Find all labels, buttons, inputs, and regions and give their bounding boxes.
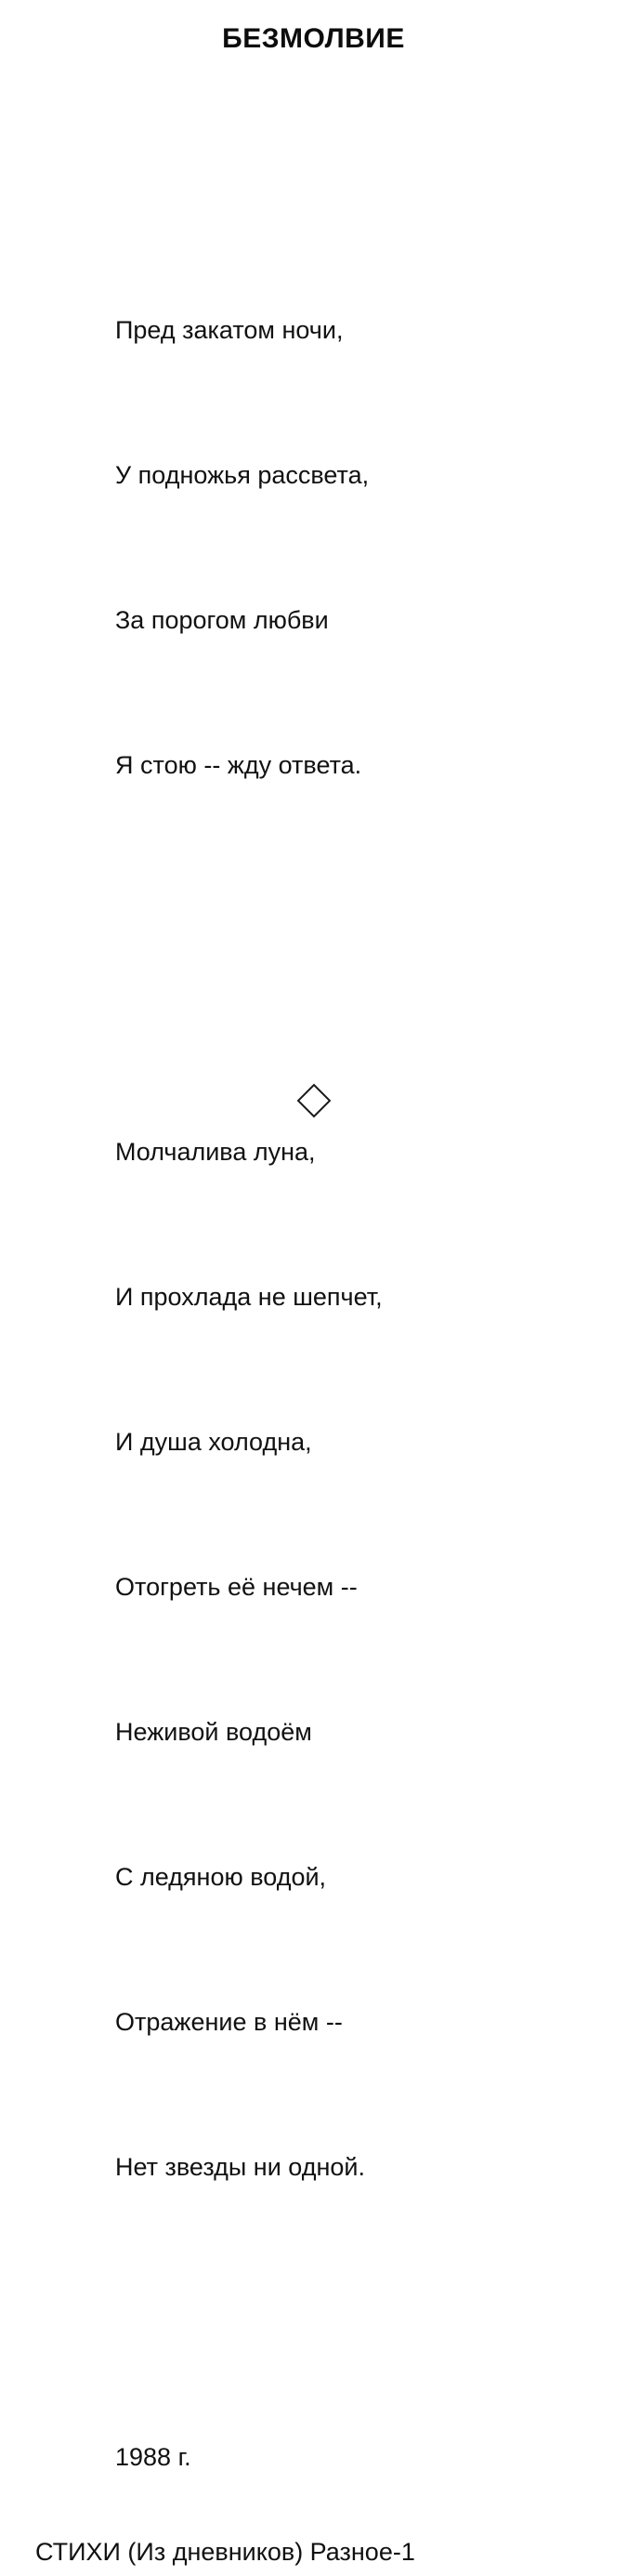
- collection-label: СТИХИ (Из дневников) Разное-1: [35, 2538, 415, 2566]
- poem-line: Отражение в нём --: [115, 2008, 343, 2036]
- poem-line: И прохлада не шепчет,: [115, 1283, 383, 1311]
- poem-line: Отогреть её нечем --: [115, 1573, 358, 1601]
- poem-line: И душа холодна,: [115, 1428, 312, 1456]
- poem-line: Нет звезды ни одной.: [115, 2153, 365, 2181]
- page-title: БЕЗМОЛВИЕ: [222, 23, 405, 54]
- poem-body: [0, 112, 627, 2384]
- poem-line: С ледяною водой,: [115, 1863, 327, 1891]
- document-page: [0, 23, 627, 2566]
- poem-stanza: [115, 209, 627, 886]
- poem-year: 1988 г.: [115, 2443, 191, 2471]
- poem-line: Неживой водоём: [115, 1718, 312, 1746]
- poem-line: Пред закатом ночи,: [115, 316, 344, 344]
- ornament-container: [0, 1089, 627, 1113]
- poem-line: Молчалива луна,: [115, 1138, 316, 1166]
- poem-line: За порогом любви: [115, 606, 329, 634]
- poem-stanza: [115, 1031, 627, 2288]
- poem-line: У подножья рассвета,: [115, 461, 370, 489]
- diamond-outline-icon: [296, 1084, 331, 1118]
- poem-line: Я стою -- жду ответа.: [115, 751, 362, 779]
